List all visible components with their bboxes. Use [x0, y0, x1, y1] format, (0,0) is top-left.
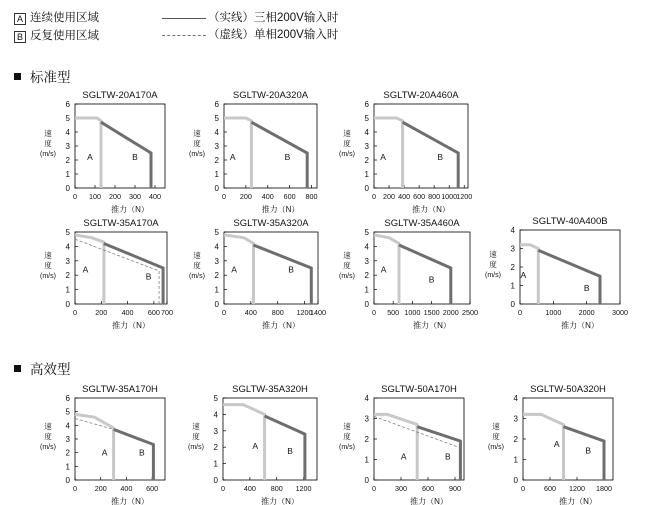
y-tick-label: 0	[510, 300, 515, 309]
series-line-b	[399, 245, 451, 304]
y-tick-label: 3	[364, 414, 369, 424]
x-tick-label: 400	[398, 192, 411, 201]
y-tick-label: 0	[513, 476, 518, 485]
x-axis-label: 推力（N）	[410, 497, 448, 505]
x-tick-label: 2000	[578, 308, 595, 317]
series-line-a	[374, 235, 399, 304]
legend-dashed-paren: （虚线）	[208, 29, 254, 41]
y-axis-unit: (m/s)	[40, 273, 56, 280]
y-tick-label: 4	[65, 421, 70, 431]
plot-frame	[520, 230, 620, 304]
series-line-b	[104, 244, 163, 305]
plot-frame	[75, 232, 167, 304]
region-label: B	[139, 447, 145, 458]
y-tick-label: 3	[364, 256, 369, 266]
series-line-a	[224, 118, 251, 188]
x-axis-label: 推力（N）	[561, 321, 599, 330]
y-tick-label: 3	[65, 435, 70, 444]
x-axis-label: 推力（N）	[559, 497, 597, 505]
x-axis-label: 推力（N）	[262, 321, 300, 330]
y-tick-label: 1	[65, 170, 70, 179]
region-label: B	[287, 445, 293, 456]
y-tick-label: 5	[214, 228, 219, 237]
legend-solid-paren: （实线）	[208, 12, 254, 24]
y-tick-label: 1	[65, 462, 70, 472]
y-tick-label: 2	[65, 271, 70, 281]
y-tick-label: 0	[65, 184, 70, 193]
region-label: B	[444, 451, 451, 462]
chart-title: SGLTW-35A460A	[384, 218, 460, 229]
x-tick-label: 400	[120, 484, 133, 493]
y-tick-label: 2	[364, 156, 369, 165]
x-tick-label: 1000	[441, 192, 458, 201]
x-tick-label: 1400	[310, 308, 326, 317]
y-axis-label: 度	[343, 139, 351, 148]
y-tick-label: 2	[65, 156, 70, 165]
region-label: A	[520, 270, 527, 281]
series-line-b	[114, 429, 154, 480]
x-tick-label: 700	[161, 308, 173, 317]
x-tick-label: 300	[395, 484, 407, 493]
x-axis-label: 推力（N）	[412, 205, 450, 214]
y-axis-unit: (m/s)	[40, 444, 56, 451]
y-tick-label: 2	[513, 435, 518, 444]
y-tick-label: 4	[214, 128, 219, 137]
chart-title: SGLTW-50A170H	[381, 384, 457, 395]
x-tick-label: 1000	[545, 308, 562, 317]
x-tick-label: 600	[413, 192, 426, 201]
x-axis-label: 推力（N）	[111, 497, 149, 505]
y-tick-label: 3	[214, 256, 219, 266]
y-tick-label: 4	[364, 242, 369, 252]
series-line-b	[564, 427, 605, 480]
x-tick-label: 1500	[423, 308, 440, 317]
y-axis-unit: (m/s)	[188, 444, 204, 451]
y-tick-label: 1	[213, 459, 218, 469]
region-label: A	[87, 152, 93, 162]
y-axis-label: 度	[343, 261, 351, 270]
x-tick-label: 0	[521, 484, 525, 493]
y-axis-unit: (m/s)	[485, 272, 501, 279]
y-tick-label: 4	[65, 128, 70, 137]
y-tick-label: 3	[65, 256, 70, 266]
y-tick-label: 1	[510, 281, 515, 291]
series-line-a	[224, 235, 254, 304]
section-standard-label: 标准型	[30, 70, 71, 85]
y-tick-label: 3	[213, 426, 218, 436]
x-tick-label: 0	[372, 484, 376, 493]
y-tick-label: 3	[364, 142, 369, 151]
y-axis-label: 速	[193, 129, 201, 138]
y-tick-label: 0	[65, 300, 70, 309]
chart-title: SGLTW-20A320A	[232, 90, 309, 101]
series-line-b	[403, 122, 459, 188]
legend-a-key: A	[14, 13, 26, 25]
y-axis-label: 度	[44, 261, 52, 270]
y-tick-label: 2	[510, 263, 515, 272]
y-tick-label: 1	[364, 170, 369, 179]
x-tick-label: 400	[121, 308, 134, 317]
plot-frame	[374, 232, 470, 304]
y-axis-label: 速	[343, 129, 351, 138]
x-tick-label: 1200	[296, 308, 313, 317]
x-tick-label: 1200	[295, 484, 312, 493]
y-tick-label: 2	[364, 435, 369, 444]
x-tick-label: 200	[109, 192, 121, 201]
x-tick-label: 200	[94, 484, 107, 493]
y-axis-label: 度	[492, 432, 500, 441]
y-axis-label: 度	[193, 261, 201, 270]
region-label: B	[284, 152, 291, 162]
x-tick-label: 0	[518, 308, 522, 317]
plot-frame	[224, 232, 318, 304]
x-tick-label: 600	[283, 192, 296, 201]
y-tick-label: 1	[364, 455, 369, 465]
plot-frame	[75, 398, 165, 480]
x-tick-label: 200	[383, 192, 396, 201]
chart-title: SGLTW-35A320H	[232, 384, 308, 395]
y-tick-label: 5	[65, 407, 70, 417]
x-tick-label: 1200	[569, 484, 585, 493]
y-tick-label: 0	[364, 184, 369, 193]
plot-frame	[223, 398, 317, 480]
chart-title: SGLTW-20A170A	[82, 90, 158, 101]
y-tick-label: 1	[214, 170, 219, 179]
x-tick-label: 600	[422, 484, 434, 493]
x-tick-label: 200	[239, 192, 252, 201]
y-tick-label: 2	[364, 271, 369, 281]
region-label: A	[380, 264, 387, 275]
y-axis-label: 速	[343, 251, 351, 260]
y-tick-label: 3	[510, 244, 515, 254]
y-tick-label: 3	[65, 142, 70, 151]
x-tick-label: 0	[221, 484, 225, 493]
x-tick-label: 400	[244, 308, 257, 317]
region-label: B	[585, 445, 592, 456]
x-tick-label: 3000	[612, 308, 628, 317]
region-label: A	[101, 447, 108, 458]
y-tick-label: 5	[65, 114, 70, 123]
y-tick-label: 1	[364, 285, 369, 295]
x-axis-label: 推力（N）	[261, 205, 300, 214]
x-tick-label: 400	[261, 192, 274, 201]
y-axis-label: 度	[44, 139, 52, 148]
x-tick-label: 800	[305, 192, 318, 201]
series-line-a	[75, 235, 104, 304]
region-label: A	[229, 152, 236, 162]
x-tick-label: 0	[372, 308, 376, 317]
x-tick-label: 0	[73, 308, 77, 317]
y-axis-unit: (m/s)	[189, 151, 205, 158]
y-tick-label: 2	[65, 448, 70, 458]
y-tick-label: 5	[65, 228, 70, 237]
y-axis-label: 速	[193, 251, 201, 260]
x-tick-label: 200	[95, 308, 108, 317]
legend-dashed-desc: 单相200V输入时	[254, 29, 339, 41]
x-tick-label: 800	[271, 308, 284, 317]
y-tick-label: 3	[214, 142, 219, 151]
y-tick-label: 4	[364, 394, 369, 403]
chart-title: SGLTW-40A400B	[532, 216, 608, 227]
x-tick-label: 800	[428, 192, 441, 201]
region-label: A	[380, 152, 386, 162]
y-axis-unit: (m/s)	[40, 151, 56, 158]
y-tick-label: 2	[214, 156, 219, 165]
series-line-b	[101, 122, 151, 188]
x-axis-label: 推力（N）	[261, 497, 299, 505]
y-tick-label: 6	[65, 394, 70, 403]
region-label: A	[400, 451, 407, 462]
y-tick-label: 2	[214, 271, 219, 281]
y-tick-label: 0	[65, 476, 70, 485]
x-tick-label: 400	[149, 192, 161, 201]
section-high-efficiency-label: 高效型	[30, 362, 71, 377]
x-tick-label: 900	[449, 484, 461, 493]
y-tick-label: 5	[364, 114, 369, 123]
legend-b-label: 反复使用区域	[30, 30, 99, 42]
series-line-b	[251, 122, 307, 188]
y-tick-label: 4	[214, 242, 219, 252]
region-label: A	[82, 264, 89, 275]
y-axis-label: 速	[343, 422, 351, 431]
x-tick-label: 0	[222, 192, 226, 201]
y-tick-label: 4	[213, 410, 218, 420]
legend-b-key: B	[14, 31, 26, 43]
region-label: B	[437, 152, 444, 162]
chart-title: SGLTW-35A320A	[233, 218, 309, 229]
y-axis-label: 速	[492, 422, 500, 431]
x-axis-label: 推力（N）	[111, 205, 149, 214]
y-tick-label: 0	[214, 300, 219, 309]
y-axis-label: 速	[489, 250, 497, 259]
y-axis-label: 度	[44, 432, 52, 441]
region-label: B	[583, 283, 590, 294]
y-tick-label: 6	[65, 100, 70, 109]
y-axis-label: 速	[192, 422, 200, 431]
legend-a-label: 连续使用区域	[30, 12, 99, 24]
x-tick-label: 300	[129, 192, 141, 201]
x-axis-label: 推力（N）	[112, 321, 150, 330]
x-tick-label: 2500	[462, 308, 478, 317]
series-line-a	[223, 405, 265, 480]
y-axis-unit: (m/s)	[339, 151, 355, 158]
y-tick-label: 2	[213, 443, 218, 453]
region-label: B	[428, 274, 435, 285]
y-axis-unit: (m/s)	[339, 273, 355, 280]
y-axis-label: 速	[44, 422, 52, 431]
y-tick-label: 0	[364, 300, 369, 309]
x-tick-label: 0	[372, 192, 376, 201]
legend-solid-desc: 三相200V输入时	[254, 12, 339, 24]
x-tick-label: 0	[73, 192, 77, 201]
y-axis-unit: (m/s)	[339, 444, 355, 451]
y-tick-label: 0	[213, 476, 218, 485]
series-line-b	[254, 245, 312, 304]
chart-title: SGLTW-50A320H	[530, 384, 606, 395]
y-axis-label: 度	[343, 432, 351, 441]
x-tick-label: 0	[222, 308, 226, 317]
x-axis-label: 推力（N）	[413, 321, 451, 330]
y-tick-label: 4	[513, 394, 518, 403]
x-tick-label: 600	[147, 308, 160, 317]
region-label: A	[231, 264, 237, 275]
y-tick-label: 5	[214, 114, 219, 123]
y-tick-label: 1	[65, 285, 70, 295]
x-tick-label: 100	[89, 192, 101, 201]
region-label: B	[288, 264, 294, 275]
y-axis-label: 度	[193, 139, 201, 148]
y-tick-label: 4	[364, 128, 369, 137]
x-tick-label: 800	[270, 484, 283, 493]
y-tick-label: 1	[214, 285, 219, 295]
y-tick-label: 3	[513, 414, 518, 424]
y-tick-label: 1	[513, 455, 518, 465]
x-tick-label: 2000	[442, 308, 459, 317]
y-tick-label: 5	[364, 228, 369, 237]
series-line-b	[538, 250, 600, 304]
chart-title: SGLTW-35A170A	[83, 218, 159, 229]
x-tick-label: 400	[243, 484, 256, 493]
y-tick-label: 4	[65, 242, 70, 252]
y-tick-label: 5	[213, 394, 218, 403]
y-axis-unit: (m/s)	[189, 273, 205, 280]
chart-title: SGLTW-20A460A	[383, 90, 459, 101]
x-tick-label: 500	[387, 308, 400, 317]
x-tick-label: 1800	[596, 484, 612, 493]
y-axis-label: 度	[192, 432, 200, 441]
x-tick-label: 1000	[404, 308, 421, 317]
y-axis-unit: (m/s)	[488, 444, 504, 451]
x-tick-label: 600	[146, 484, 159, 493]
region-label: B	[132, 152, 138, 162]
x-tick-label: 1200	[456, 192, 473, 201]
region-label: A	[553, 439, 560, 450]
y-tick-label: 4	[510, 226, 515, 235]
y-axis-label: 速	[44, 251, 52, 260]
chart-title: SGLTW-35A170H	[82, 384, 158, 395]
y-tick-label: 6	[214, 100, 219, 109]
y-tick-label: 0	[214, 184, 219, 193]
x-tick-label: 600	[544, 484, 556, 493]
y-axis-label: 度	[489, 260, 497, 269]
series-line-b	[265, 416, 305, 480]
y-tick-label: 0	[364, 476, 369, 485]
y-axis-label: 速	[44, 129, 52, 138]
x-tick-label: 0	[73, 484, 77, 493]
series-line-a	[374, 118, 403, 188]
region-label: B	[145, 271, 152, 282]
region-label: A	[252, 440, 259, 451]
y-tick-label: 6	[364, 100, 369, 109]
